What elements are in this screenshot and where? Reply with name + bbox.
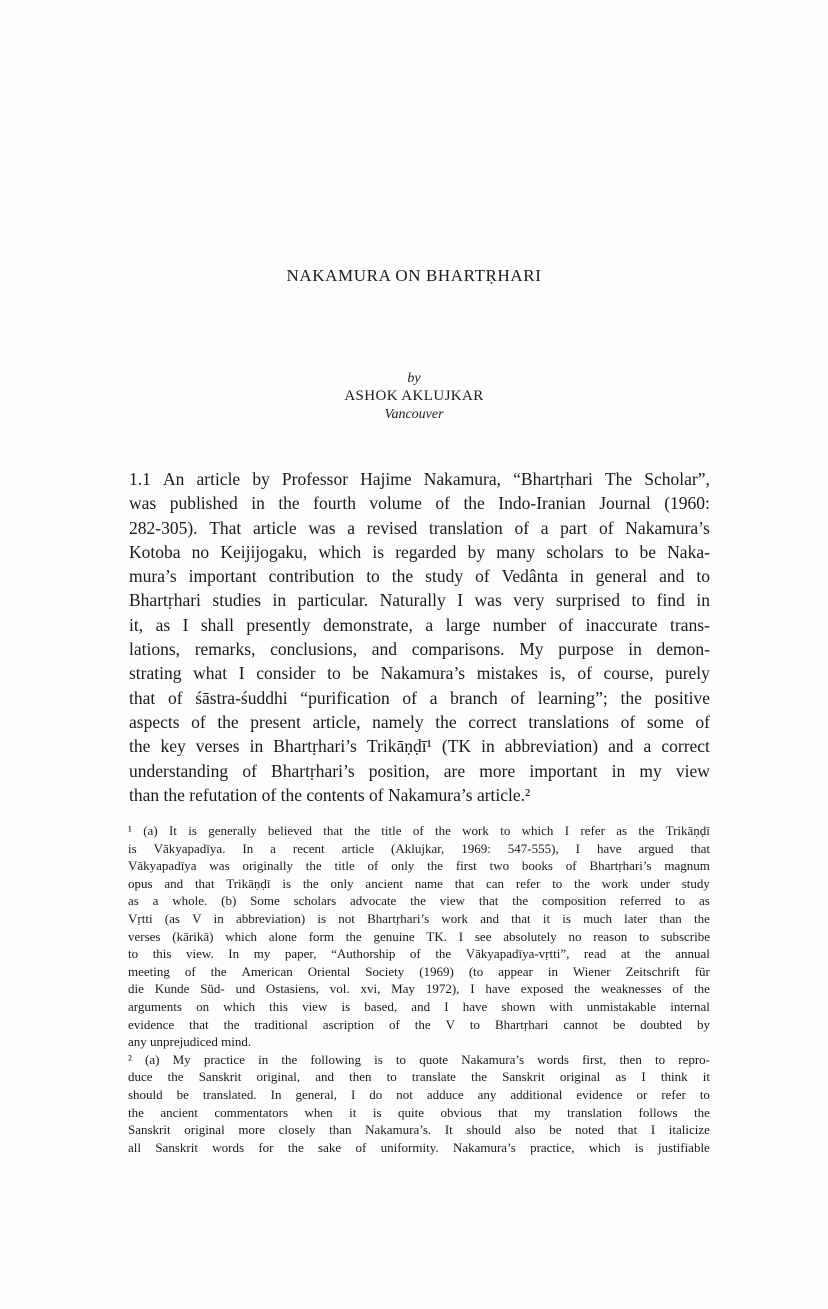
footnote-line: is Vākyapadīya. In a recent article (Aklujkar, 1969: 547-555), I have argued that xyxy=(128,840,710,856)
footnote-line: ² (a) My practice in the following is to quote Nakamura’s words first, then to repro- xyxy=(128,1051,710,1067)
footnote-line: as a whole. (b) Some scholars advocate the view that the composition referred to as xyxy=(128,893,710,909)
body-line: strating what I consider to be Nakamura’s mistakes is, of course, purely xyxy=(129,663,710,684)
article-body xyxy=(129,467,710,807)
body-line: than the refutation of the contents of Nakamura’s article.² xyxy=(129,784,531,805)
footnote-line: opus and that Trikāṇḍī is the only ancient name that can refer to the work under study xyxy=(128,875,710,891)
byline xyxy=(0,370,828,423)
footnote-line: all Sanskrit words for the sake of uniformity. Nakamura’s practice, which is justifiable xyxy=(128,1139,710,1155)
body-line: was published in the fourth volume of the Indo-Iranian Journal (1960: xyxy=(129,493,710,514)
body-line: Kotoba no Keijijogaku, which is regarded by many scholars to be Naka- xyxy=(129,541,710,562)
footnote-line: any unprejudiced mind. xyxy=(128,1034,252,1050)
body-line: understanding of Bhartṛhari’s position, are more important in my view xyxy=(129,760,710,781)
body-line: lations, remarks, conclusions, and comparisons. My purpose in demon- xyxy=(129,639,710,660)
footnote-line: evidence that the traditional ascription of the V to Bhartṛhari cannot be doubted by xyxy=(128,1016,710,1032)
footnote-line: arguments on which this view is based, and I have shown with unmistakable internal xyxy=(128,998,710,1014)
body-line: mura’s important contribution to the study of Vedânta in general and to xyxy=(129,566,710,587)
footnote-line: Vṛtti (as V in abbreviation) is not Bhartṛhari’s work and that it is much later than the xyxy=(128,910,710,926)
footnote-line: should be translated. In general, I do not adduce any additional evidence or refer to xyxy=(128,1086,710,1102)
footnote-line: the ancient commentators when it is quite obvious that my translation follows the xyxy=(128,1104,710,1120)
footnote-line: to this view. In my paper, “Authorship of the Vākyapadīya-vṛtti”, read at the annual xyxy=(128,946,710,962)
body-line: aspects of the present article, namely the correct translations of some of xyxy=(129,711,710,732)
body-line: Bhartṛhari studies in particular. Naturally I was very surprised to find in xyxy=(129,590,710,611)
body-line: 282-305). That article was a revised translation of a part of Nakamura’s xyxy=(129,517,710,538)
body-line: 1.1 An article by Professor Hajime Nakamura, “Bhartṛhari The Scholar”, xyxy=(129,469,710,489)
footnotes xyxy=(128,822,710,1156)
footnote-line: die Kunde Süd- und Ostasiens, vol. xvi, May 1972), I have exposed the weaknesses of the xyxy=(128,981,710,997)
footnote-line: Sanskrit original more closely than Nakamura’s. It should also be noted that I italicize xyxy=(128,1122,710,1138)
footnote-line: verses (kārikā) which alone form the genuine TK. I see absolutely no reason to subscribe xyxy=(128,928,710,944)
body-line: that of śāstra-śuddhi “purification of a branch of learning”; the positive xyxy=(129,687,710,708)
author-name: ASHOK AKLUJKAR xyxy=(344,388,484,404)
footnote-line: duce the Sanskrit original, and then to translate the Sanskrit original as I think it xyxy=(128,1069,710,1085)
byline-by: by xyxy=(407,371,421,386)
footnote-line: meeting of the American Oriental Society (1969) (to appear in Wiener Zeitschrift für xyxy=(128,963,710,979)
footnote-line: ¹ (a) It is generally believed that the title of the work to which I refer as the Trikāṇḍī xyxy=(128,823,710,838)
author-location: Vancouver xyxy=(384,407,444,422)
footnote-line: Vākyapadīya was originally the title of only the first two books of Bhartṛhari’s magnum xyxy=(128,858,710,874)
body-line: it, as I shall presently demonstrate, a large number of inaccurate trans- xyxy=(129,614,710,635)
body-line: the key verses in Bhartṛhari’s Trikāṇḍī¹ (TK in abbreviation) and a correct xyxy=(129,736,710,757)
article-title: NAKAMURA ON BHARTṚHARI xyxy=(286,266,542,285)
